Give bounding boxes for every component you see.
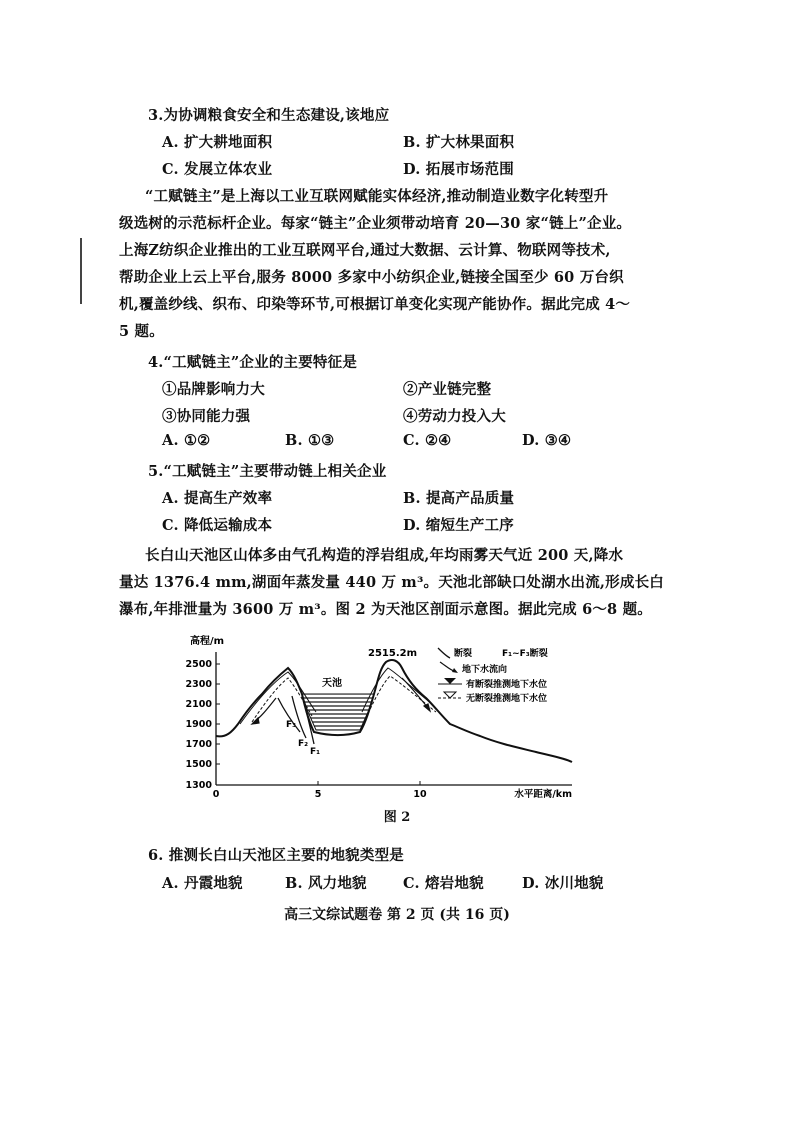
legend-wt-nofault: 无断裂推测地下水位 bbox=[466, 694, 548, 704]
q5-option-b: B. 提高产品质量 bbox=[403, 490, 515, 507]
fault-f2-label: F₂ bbox=[298, 739, 309, 749]
y-tick-2100: 2100 bbox=[185, 699, 212, 710]
passage2-line3: 瀑布,年排泄量为 3600 万 m³。图 2 为天池区剖面示意图。据此完成 6～8 题。 bbox=[119, 601, 652, 618]
passage2-line2: 量达 1376.4 mm,湖面年蒸发量 440 万 m³。天池北部缺口处湖水出流,形成长白 bbox=[119, 574, 664, 591]
y-tick-2500: 2500 bbox=[185, 659, 212, 670]
y-tick-1700: 1700 bbox=[185, 739, 212, 750]
fault-f1-label: F₁ bbox=[310, 747, 321, 757]
x-axis-label: 水平距离/km bbox=[514, 789, 572, 800]
q3-option-d: D. 拓展市场范围 bbox=[403, 161, 514, 178]
q4-option-a: A. ①② bbox=[162, 432, 211, 449]
q3-stem: 3.为协调粮食安全和生态建设,该地应 bbox=[148, 107, 390, 124]
passage2-line1: 长白山天池区山体多由气孔构造的浮岩组成,年均雨雾天气近 200 天,降水 bbox=[145, 547, 624, 564]
fault-f3-label: F₃ bbox=[286, 720, 297, 730]
q5-stem: 5.“工赋链主”主要带动链上相关企业 bbox=[148, 463, 387, 480]
q6-option-c: C. 熔岩地貌 bbox=[403, 875, 484, 892]
q6-option-a: A. 丹霞地貌 bbox=[162, 875, 243, 892]
q3-option-b: B. 扩大林果面积 bbox=[403, 134, 515, 151]
q6-option-d: D. 冰川地貌 bbox=[522, 875, 604, 892]
x-tick-0: 0 bbox=[212, 789, 220, 800]
passage1-line1: “工赋链主”是上海以工业互联网赋能实体经济,推动制造业数字化转型升 bbox=[145, 188, 609, 205]
q6-stem: 6. 推测长白山天池区主要的地貌类型是 bbox=[148, 847, 404, 864]
legend-flow: 地下水流向 bbox=[462, 665, 508, 675]
figure-caption: 图 2 bbox=[383, 810, 411, 825]
passage1-line3: 上海Z纺织企业推出的工业互联网平台,通过大数据、云计算、物联网等技术, bbox=[119, 242, 611, 259]
q5-option-c: C. 降低运输成本 bbox=[162, 517, 273, 534]
q4-item4: ④劳动力投入大 bbox=[403, 408, 506, 425]
legend-wt-fault: 有断裂推测地下水位 bbox=[466, 680, 548, 690]
lake-label: 天池 bbox=[322, 678, 342, 689]
y-tick-1300: 1300 bbox=[185, 780, 212, 791]
y-axis-label: 高程/m bbox=[190, 636, 225, 647]
passage1-line2: 级选树的示范标杆企业。每家“链主”企业须带动培育 20—30 家“链上”企业。 bbox=[119, 215, 632, 232]
legend-fault-range: F₁~F₃断裂 bbox=[502, 649, 548, 659]
q4-stem: 4.“工赋链主”企业的主要特征是 bbox=[148, 354, 358, 371]
passage1-line6: 5 题。 bbox=[119, 323, 164, 340]
water-table-fault-right bbox=[362, 668, 432, 712]
profile-figure bbox=[180, 632, 600, 807]
q4-item3: ③协同能力强 bbox=[162, 408, 251, 425]
q3-option-a: A. 扩大耕地面积 bbox=[162, 134, 273, 151]
peak-elevation-label: 2515.2m bbox=[368, 648, 418, 659]
terrain-profile bbox=[216, 660, 572, 762]
y-tick-1500: 1500 bbox=[185, 759, 212, 770]
q4-option-d: D. ③④ bbox=[522, 432, 572, 449]
q4-item2: ②产业链完整 bbox=[403, 381, 492, 398]
page-footer: 高三文综试题卷 第 2 页 (共 16 页) bbox=[284, 907, 510, 923]
q6-option-b: B. 风力地貌 bbox=[285, 875, 367, 892]
q5-option-a: A. 提高生产效率 bbox=[162, 490, 273, 507]
y-tick-2300: 2300 bbox=[185, 679, 212, 690]
q4-option-b: B. ①③ bbox=[285, 432, 335, 449]
y-tick-1900: 1900 bbox=[185, 719, 212, 730]
passage1-line4: 帮助企业上云上平台,服务 8000 多家中小纺织企业,链接全国至少 60 万台织 bbox=[119, 269, 624, 286]
legend bbox=[438, 647, 548, 704]
x-tick-5: 5 bbox=[314, 789, 322, 800]
q4-item1: ①品牌影响力大 bbox=[162, 381, 265, 398]
legend-fault: 断裂 bbox=[454, 649, 473, 659]
margin-mark bbox=[80, 238, 82, 304]
q5-option-d: D. 缩短生产工序 bbox=[403, 517, 514, 534]
q4-option-c: C. ②④ bbox=[403, 432, 452, 449]
x-tick-10: 10 bbox=[413, 789, 427, 800]
q3-option-c: C. 发展立体农业 bbox=[162, 161, 273, 178]
passage1-line5: 机,覆盖纱线、织布、印染等环节,可根据订单变化实现产能协作。据此完成 4～ bbox=[119, 296, 631, 313]
